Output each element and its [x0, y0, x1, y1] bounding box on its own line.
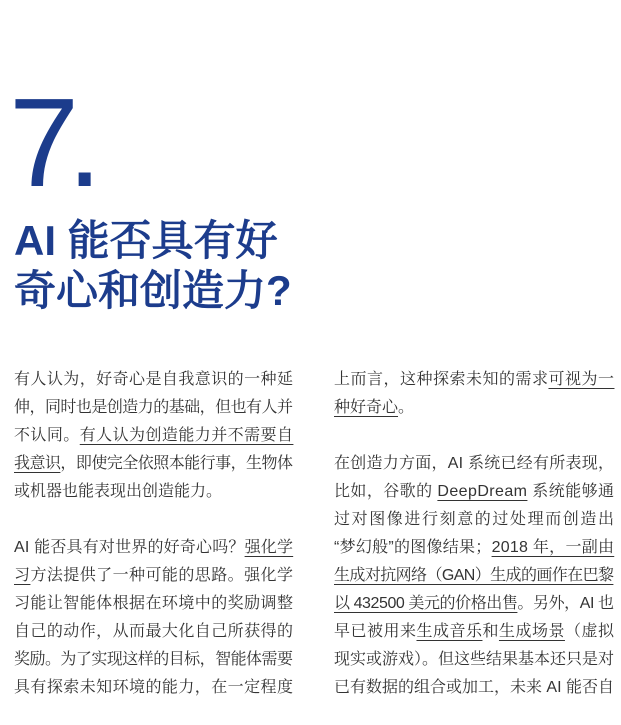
- text-run: 或机器也能表现出创造能力。: [14, 483, 223, 500]
- text-run: 比如，谷歌的: [334, 483, 438, 500]
- text-line: [334, 590, 614, 618]
- text-run: 伸，同时也是创造力的基础，但也有人并: [14, 399, 293, 416]
- text-line: [334, 366, 614, 394]
- text-run: AI 能否具有对世界的好奇心吗？: [14, 539, 245, 556]
- text-line: [334, 534, 614, 562]
- text-run: “梦幻般”的图像结果；: [334, 539, 492, 556]
- text-line: [14, 534, 293, 562]
- text-run: 自己的动作，从而最大化自己所获得的: [14, 623, 294, 640]
- link-reinforcement-learning[interactable]: 习: [14, 567, 31, 584]
- text-run: 习能让智能体根据在环境中的奖励调整: [14, 595, 294, 612]
- text-run: 过对图像进行刻意的过处理而创造出: [334, 511, 616, 528]
- link-generate-music[interactable]: 生成音乐: [416, 623, 483, 640]
- text-run: 已有数据的组合或加工，未来 AI 能否自: [334, 679, 614, 696]
- text-line: [334, 450, 614, 478]
- link-curiosity[interactable]: 可视为一: [548, 371, 615, 388]
- paragraph: [334, 450, 614, 702]
- paragraph: [14, 534, 293, 702]
- section-title-line: AI 能否具有好: [14, 217, 278, 264]
- text-line: [14, 394, 293, 422]
- text-run: 早已被用来: [334, 623, 417, 640]
- text-line: [14, 422, 293, 450]
- text-line: [334, 562, 614, 590]
- link-creativity-self-awareness[interactable]: 有人认为创造能力并不需要自: [79, 427, 294, 444]
- text-run: 和: [482, 623, 499, 640]
- text-line: [14, 450, 293, 478]
- text-run: 上而言，这种探索未知的需求: [334, 371, 549, 388]
- text-run: 有人认为，好奇心是自我意识的一种延: [14, 371, 294, 388]
- text-run: 。: [398, 399, 415, 416]
- link-gan-painting-sale[interactable]: 2018 年，一副由: [491, 539, 615, 556]
- section-number: 7.: [9, 72, 91, 213]
- link-gan-painting-sale[interactable]: 以 432500 美元的价格出售: [334, 595, 518, 612]
- link-curiosity[interactable]: 种好奇心: [334, 399, 399, 416]
- text-run: 系统能够通: [527, 483, 615, 500]
- text-line: [14, 590, 293, 618]
- text-line: [14, 478, 293, 506]
- text-run: 在创造力方面，AI 系统已经有所表现，: [334, 455, 615, 472]
- text-line: [14, 618, 293, 646]
- section-title-line: 奇心和创造力?: [14, 267, 292, 314]
- text-run: ，即使完全依照本能行事，生物体: [60, 455, 293, 472]
- text-run: 。另外，AI 也: [517, 595, 614, 612]
- link-gan-painting-sale[interactable]: 生成对抗网络（GAN）生成的画作在巴黎: [334, 567, 614, 584]
- link-reinforcement-learning[interactable]: 强化学: [244, 539, 294, 556]
- paragraph: [334, 366, 614, 422]
- text-run: 方法提供了一种可能的思路。强化学: [30, 567, 294, 584]
- text-line: [334, 478, 614, 506]
- link-deepdream[interactable]: DeepDream: [437, 483, 528, 500]
- text-run: 现实或游戏）。但这些结果基本还只是对: [334, 651, 614, 668]
- left-column: [14, 366, 293, 725]
- link-generate-scenes[interactable]: 生成场景: [498, 623, 565, 640]
- link-creativity-self-awareness[interactable]: 我意识: [14, 455, 61, 472]
- text-line: [334, 394, 614, 422]
- text-line: [14, 366, 293, 394]
- text-line: [14, 674, 293, 702]
- text-run: 奖励。为了实现这样的目标，智能体需要: [14, 651, 293, 668]
- paragraph: [14, 366, 293, 506]
- text-line: [14, 646, 293, 674]
- text-run: 不认同。: [14, 427, 80, 444]
- text-line: [334, 674, 614, 702]
- section-title: [14, 216, 292, 316]
- text-line: [334, 618, 614, 646]
- text-line: [14, 562, 293, 590]
- text-line: [334, 506, 614, 534]
- text-line: [334, 646, 614, 674]
- right-column: [334, 366, 614, 725]
- text-run: （虚拟: [564, 623, 615, 640]
- text-run: 具有探索未知环境的能力，在一定程度: [14, 679, 294, 696]
